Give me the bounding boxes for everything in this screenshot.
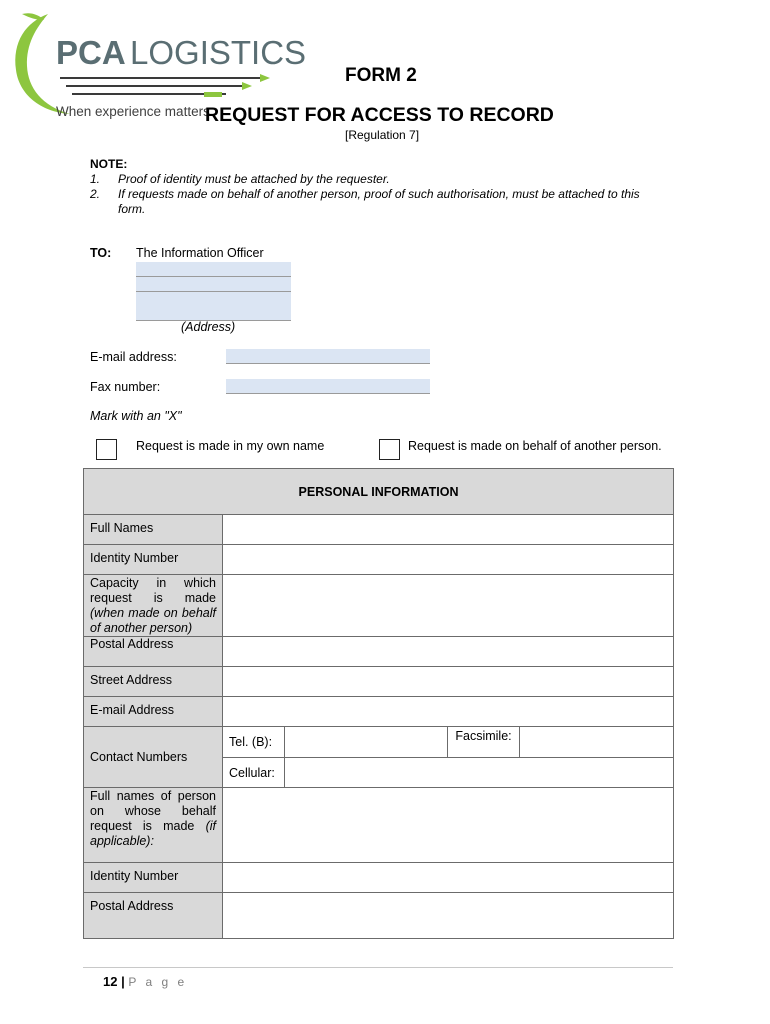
contact-numbers-label: Contact Numbers bbox=[84, 727, 223, 788]
behalf-person-field[interactable] bbox=[223, 788, 674, 863]
regulation-reference: [Regulation 7] bbox=[345, 128, 420, 142]
page-number bbox=[103, 974, 187, 989]
capacity-label-note: (when made on behalf of another person) bbox=[90, 606, 216, 635]
capacity-field[interactable] bbox=[223, 575, 674, 637]
identity-number-2-label: Identity Number bbox=[84, 863, 223, 893]
address-line-2-field[interactable] bbox=[136, 277, 291, 292]
note-item-text: If requests made on behalf of another person, proof of such authorisation, must be attached to this form. bbox=[118, 187, 640, 216]
behalf-person-label-note: (if applicable): bbox=[90, 819, 216, 848]
identity-number-label: Identity Number bbox=[84, 545, 223, 575]
street-address-label: Street Address bbox=[84, 667, 223, 697]
full-names-field[interactable] bbox=[223, 515, 674, 545]
mark-instruction: Mark with an "X" bbox=[90, 409, 182, 423]
behalf-person-label-text: Full names of person on whose behalf request is made bbox=[90, 789, 216, 833]
to-label: TO: bbox=[90, 246, 112, 260]
postal-address-field[interactable] bbox=[223, 637, 674, 667]
tel-b-label: Tel. (B): bbox=[223, 727, 285, 758]
email-address-label: E-mail Address bbox=[84, 697, 223, 727]
address-line-3-field[interactable] bbox=[136, 292, 291, 307]
facsimile-field[interactable] bbox=[520, 727, 674, 758]
address-caption: (Address) bbox=[181, 320, 236, 334]
section-heading: PERSONAL INFORMATION bbox=[84, 469, 674, 515]
cellular-label: Cellular: bbox=[223, 758, 285, 788]
note-item-number: 2. bbox=[90, 187, 101, 201]
email-field[interactable] bbox=[226, 349, 430, 364]
logo-text-pca: PCA bbox=[56, 34, 126, 71]
page-word: P a g e bbox=[128, 975, 188, 989]
address-line-4-field[interactable] bbox=[136, 306, 291, 321]
page-number-separator: | bbox=[121, 974, 125, 989]
email-label: E-mail address: bbox=[90, 350, 177, 364]
note-item-text: Proof of identity must be attached by the requester. bbox=[118, 172, 390, 186]
tel-b-field[interactable] bbox=[285, 727, 448, 758]
form-number: FORM 2 bbox=[345, 65, 417, 86]
behalf-checkbox[interactable] bbox=[379, 439, 400, 460]
recipient-name: The Information Officer bbox=[136, 246, 264, 260]
behalf-label: Request is made on behalf of another person. bbox=[408, 439, 662, 453]
page-title: REQUEST FOR ACCESS TO RECORD bbox=[205, 104, 554, 126]
note-item bbox=[90, 172, 390, 186]
note-item-number: 1. bbox=[90, 172, 101, 186]
own-name-label: Request is made in my own name bbox=[136, 439, 325, 453]
email-address-field[interactable] bbox=[223, 697, 674, 727]
logo-tagline: When experience matters. bbox=[56, 104, 214, 119]
address-line-1-field[interactable] bbox=[136, 262, 291, 277]
behalf-person-label bbox=[84, 788, 223, 863]
identity-number-field[interactable] bbox=[223, 545, 674, 575]
logo-text-logistics: LOGISTICS bbox=[130, 34, 307, 71]
cellular-field[interactable] bbox=[285, 758, 674, 788]
full-names-label: Full Names bbox=[84, 515, 223, 545]
identity-number-2-field[interactable] bbox=[223, 863, 674, 893]
postal-address-2-label: Postal Address bbox=[84, 893, 223, 939]
capacity-label bbox=[84, 575, 223, 637]
note-heading: NOTE: bbox=[90, 157, 128, 171]
capacity-label-text: Capacity in which request is made bbox=[90, 576, 216, 605]
page-number-value: 12 bbox=[103, 974, 118, 989]
postal-address-2-field[interactable] bbox=[223, 893, 674, 939]
street-address-field[interactable] bbox=[223, 667, 674, 697]
facsimile-label: Facsimile: bbox=[448, 727, 520, 758]
fax-label: Fax number: bbox=[90, 380, 161, 394]
note-item bbox=[90, 187, 640, 216]
footer-divider bbox=[83, 967, 673, 968]
fax-field[interactable] bbox=[226, 379, 430, 394]
own-name-checkbox[interactable] bbox=[96, 439, 117, 460]
postal-address-label: Postal Address bbox=[84, 637, 223, 667]
personal-information-table bbox=[83, 468, 674, 939]
